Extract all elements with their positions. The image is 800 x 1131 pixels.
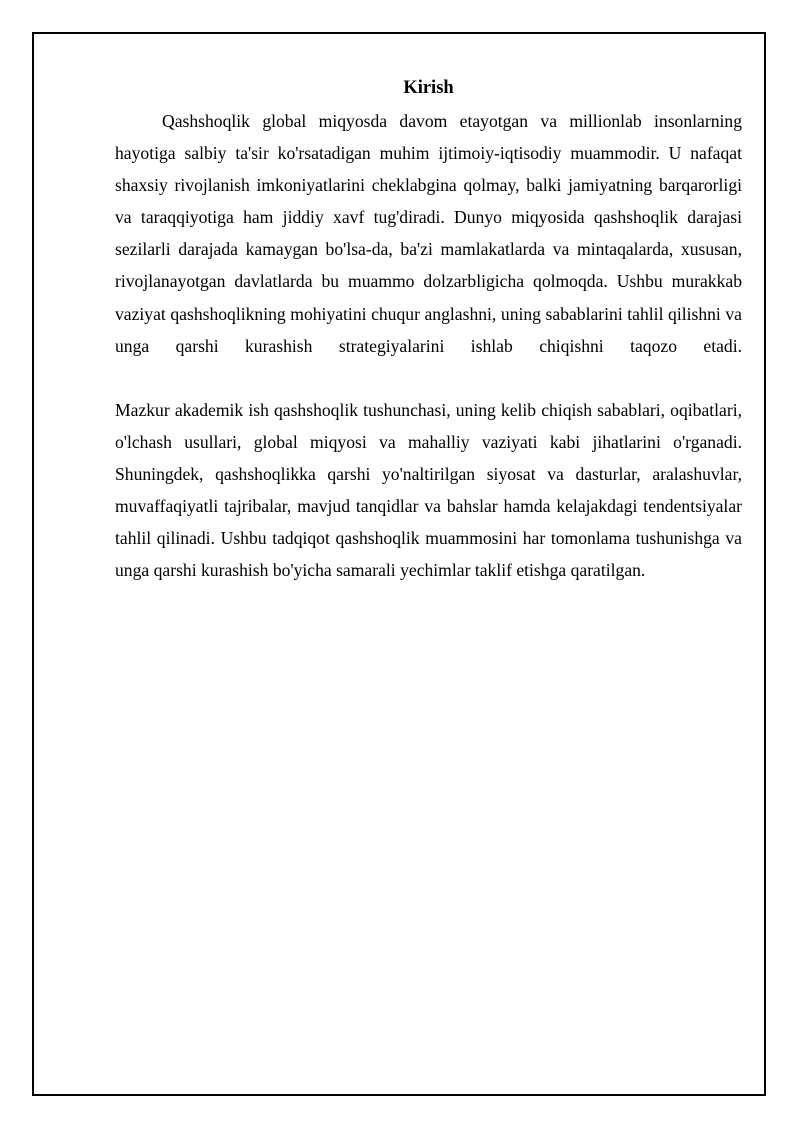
document-body: [115, 76, 742, 586]
page-title: Kirish: [403, 78, 454, 98]
intro-paragraph-1: Qashshoqlik global miqyosda davom etayotgan va millionlab insonlarning hayotiga salbiy ta'sir ko'rsatadigan muhim ijtimoiy-iqtisodiy muammodir. U nafaqat shaxsiy rivojlanish imkoniyatlarini cheklabgina qolmay, balki jamiyatning barqarorligi va taraqqiyotiga ham jiddiy xavf tug'diradi. Dunyo miqyosida qashshoqlik darajasi sezilarli darajada kamaygan bo'lsa-da, ba'zi mamlakatlarda va mintaqalarda, xususan, rivojlanayotgan davlatlarda bu muammo dolzarbligicha qolmoqda. Ushbu murakkab vaziyat qashshoqlikning mohiyatini chuqur anglashni, uning sabablarini tahlil qilishni va unga qarshi kurashish strategiyalarini ishlab chiqishni taqozo etadi.: [115, 111, 742, 356]
intro-paragraph-2: Mazkur akademik ish qashshoqlik tushunchasi, uning kelib chiqish sabablari, oqibatlari, o'lchash usullari, global miqyosi va mahalliy vaziyati kabi jihatlarini o'rganadi. Shuningdek, qashshoqlikka qarshi yo'naltirilgan siyosat va dasturlar, aralashuvlar, muvaffaqiyatli tajribalar, mavjud tanqidlar va bahslar hamda kelajakdagi tendentsiyalar tahlil qilinadi. Ushbu tadqiqot qashshoqlik muammosini har tomonlama tushunishga va unga qarshi kurashish bo'yicha samarali yechimlar taklif etishga qaratilgan.: [115, 399, 742, 581]
paragraph-spacer: [115, 362, 742, 394]
